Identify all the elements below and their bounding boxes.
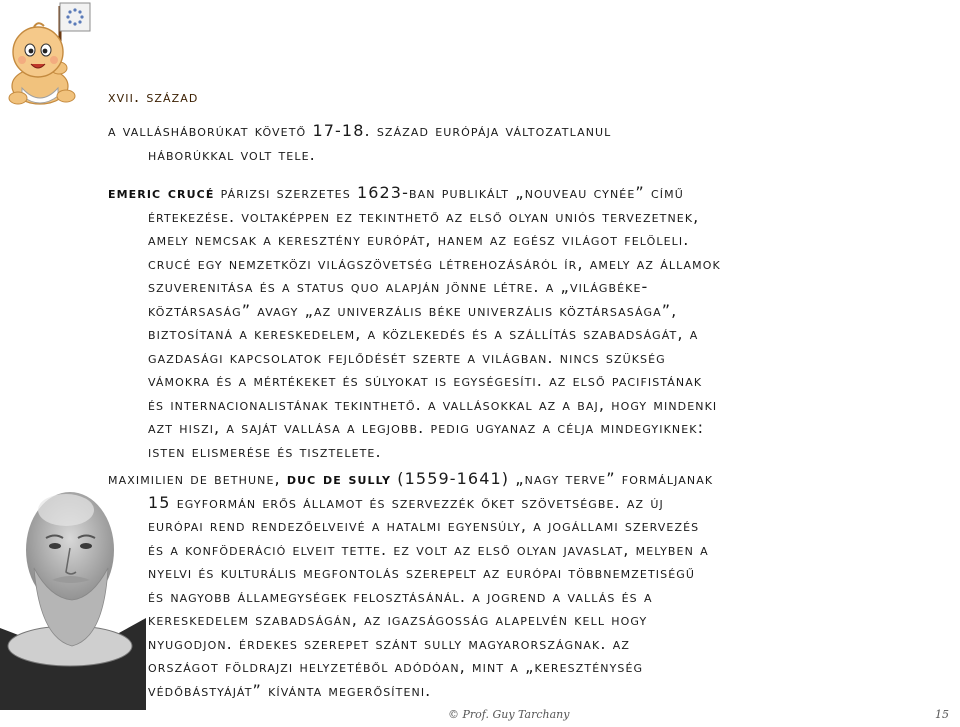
sully-line-5: és nagyobb államegységek felosztásánál. a jogrend a vallás és a — [148, 586, 653, 606]
page-number: 15 — [935, 708, 949, 721]
sully-line-4: nyelvi és kulturális megfontolás szerepelt az európai többnemzetiségű — [148, 563, 696, 582]
sully-line-6: kereskedelem szabadságán, az igazságosság alapelvén kell hogy — [148, 610, 648, 629]
cruce-name: emeric crucé — [108, 183, 215, 202]
intro-line-2: háborúkkal volt tele. — [148, 145, 316, 164]
cruce-line-9: és internacionalistának tekinthető. a vallásokkal az a baj, hogy mindenki — [148, 394, 718, 414]
sully-line-3: és a konföderáció elveit tette. ez volt az első olyan javaslat, melyben a — [148, 539, 709, 559]
sully-paragraph — [108, 467, 713, 702]
cruce-line-11: isten elismerése és tisztelete. — [148, 441, 382, 461]
intro-line-1: a vallásháborúkat követő 17-18. század európája változatlanul — [108, 121, 612, 140]
cruce-line-4: szuverenitása és a status quo alapján jönne létre. a „világbéke- — [148, 277, 649, 296]
cruce-paragraph — [108, 181, 721, 463]
cruce-line-2: amely nemcsak a keresztény európát, hanem az egész világot felöleli. — [148, 230, 690, 249]
sully-line-9: védőbástyáját” kívánta megerősíteni. — [148, 680, 432, 700]
sully-name: duc de sully — [286, 469, 392, 488]
cruce-line-10: azt hiszi, a saját vallása a legjobb. pedig ugyanaz a célja mindegyiknek: — [148, 418, 705, 437]
cruce-line-0: emeric crucé párizsi szerzetes 1623-ban publikált „nouveau cynée” című — [108, 183, 684, 202]
cruce-line-6: biztosítaná a kereskedelem, a közlekedés és a szállítás szabadságát, a — [148, 324, 699, 343]
cruce-line-8: vámokra és a mértékeket és súlyokat is egységesíti. az első pacifistának — [148, 371, 703, 390]
sully-line-0: maximilien de bethune, duc de sully (1559-1641) „nagy terve” formáljanak — [108, 469, 714, 488]
cruce-line-7: gazdasági kapcsolatok fejlődését szerte a világban. nincs szükség — [148, 347, 666, 367]
sully-line-8: országot földrajzi helyzetéből adódóan, mint a „kereszténység — [148, 657, 644, 676]
cruce-line-1: értekezése. voltaképpen ez tekinthető az első olyan uniós tervezetnek, — [148, 206, 700, 226]
footer-credit: © Prof. Guy Tarchany — [448, 708, 570, 721]
sully-line-1: 15 egyformán erős államot és szervezzék őket szövetségbe. az új — [148, 492, 664, 512]
sully-line-2: európai rend rendezőelveivé a hatalmi egyensúly, a jogállami szervezés — [148, 516, 700, 535]
cruce-line-5: köztársaság” avagy „az univerzális béke univerzális köztársasága”, — [148, 300, 678, 320]
baby-with-eu-flag-icon — [4, 0, 108, 108]
slide-title: xvii. század — [108, 87, 199, 106]
sully-line-7: nyugodjon. érdekes szerepet szánt sully magyarországnak. az — [148, 633, 630, 653]
cruce-line-3: crucé egy nemzetközi világszövetség létrehozásáról ír, amely az államok — [148, 253, 721, 273]
